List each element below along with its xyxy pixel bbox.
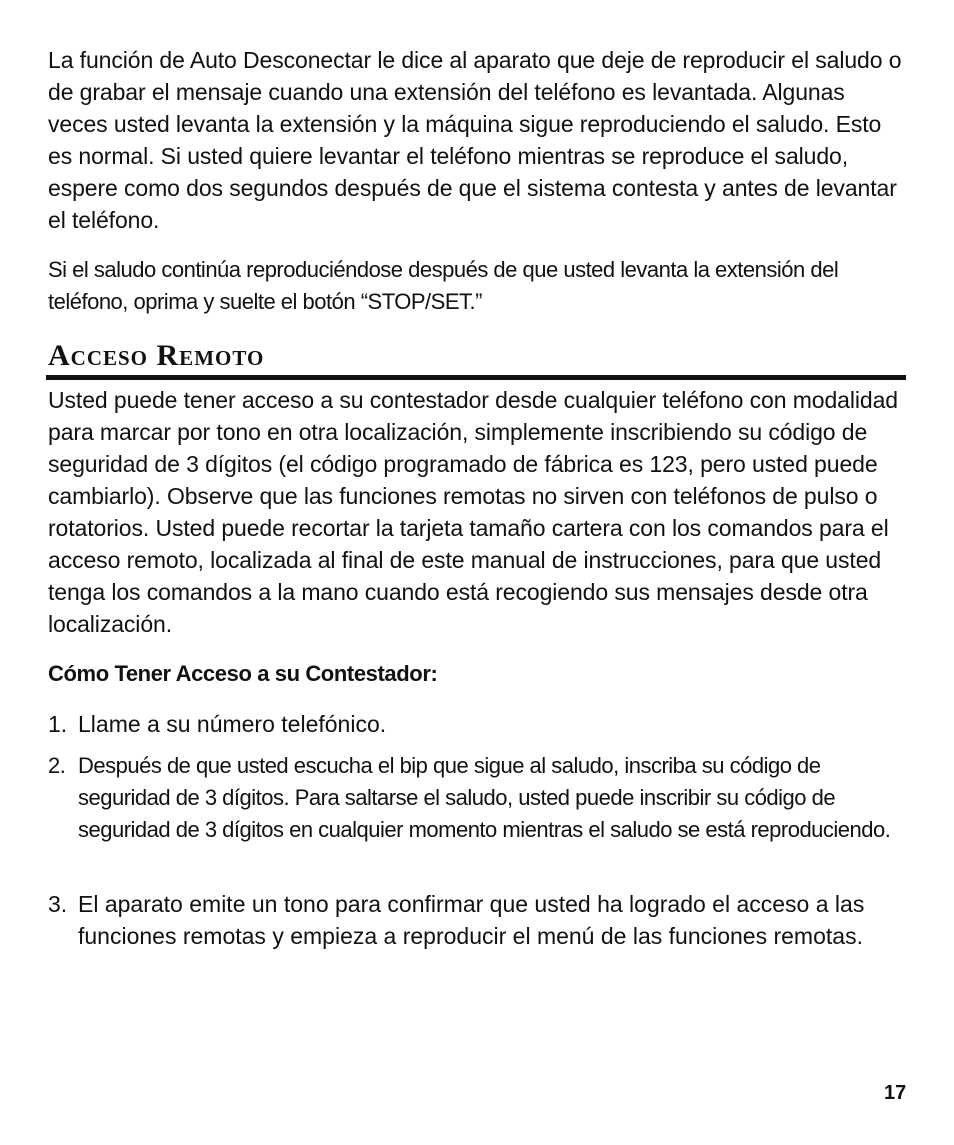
list-item <box>48 888 908 952</box>
subheading: Cómo Tener Acceso a su Contestador: <box>48 661 438 686</box>
stop-set-paragraph: Si el saludo continúa reproduciéndose después de que usted levanta la extensión del teléfono, oprima y suelte el botón “STOP/SET.” <box>48 257 839 314</box>
list-item <box>48 708 908 740</box>
remote-access-intro: Usted puede tener acceso a su contestador desde cualquier teléfono con modalidad para marcar por tono en otra localización, simplemente inscribiendo su código de seguridad de 3 dígitos (el código programado de fábrica es 123, pero usted puede cambiarlo). Observe que las funciones remotas no sirven con teléfonos de pulso o rotatorios. Usted puede recortar la tarjeta tamaño cartera con los comandos para el acceso remoto, localizada al final de este manual de instrucciones, para que usted tenga los comandos a la mano cuando está recogiendo sus mensajes desde otra localización. <box>48 387 898 637</box>
step-text: Llame a su número telefónico. <box>78 711 387 737</box>
step-number: 3. <box>48 891 68 917</box>
section-heading: Acceso Remoto <box>48 339 265 372</box>
step-text: Después de que usted escucha el bip que sigue al saludo, inscriba su código de seguridad de 3 dígitos. Para saltarse el saludo, usted puede inscribir su código de seguridad de 3 dígitos en cualquier momento mientras el saludo se está reproduciendo. <box>78 753 891 842</box>
step-number: 1. <box>48 711 68 737</box>
step-text: El aparato emite un tono para confirmar que usted ha logrado el acceso a las funciones remotas y empieza a reproducir el menú de las funciones remotas. <box>78 891 865 949</box>
step-number: 2. <box>48 753 66 778</box>
auto-disconnect-paragraph: La función de Auto Desconectar le dice al aparato que deje de reproducir el saludo o de grabar el mensaje cuando una extensión del teléfono es levantada. Algunas veces usted levanta la extensión y la máquina sigue reproduciendo el saludo. Esto es normal. Si usted quiere levantar el teléfono mientras se reproduce el saludo, espere como dos segundos después de que el sistema contesta y antes de levantar el teléfono. <box>48 47 902 233</box>
list-item <box>48 750 908 846</box>
page-number: 17 <box>884 1082 907 1104</box>
heading-rule <box>46 375 906 380</box>
